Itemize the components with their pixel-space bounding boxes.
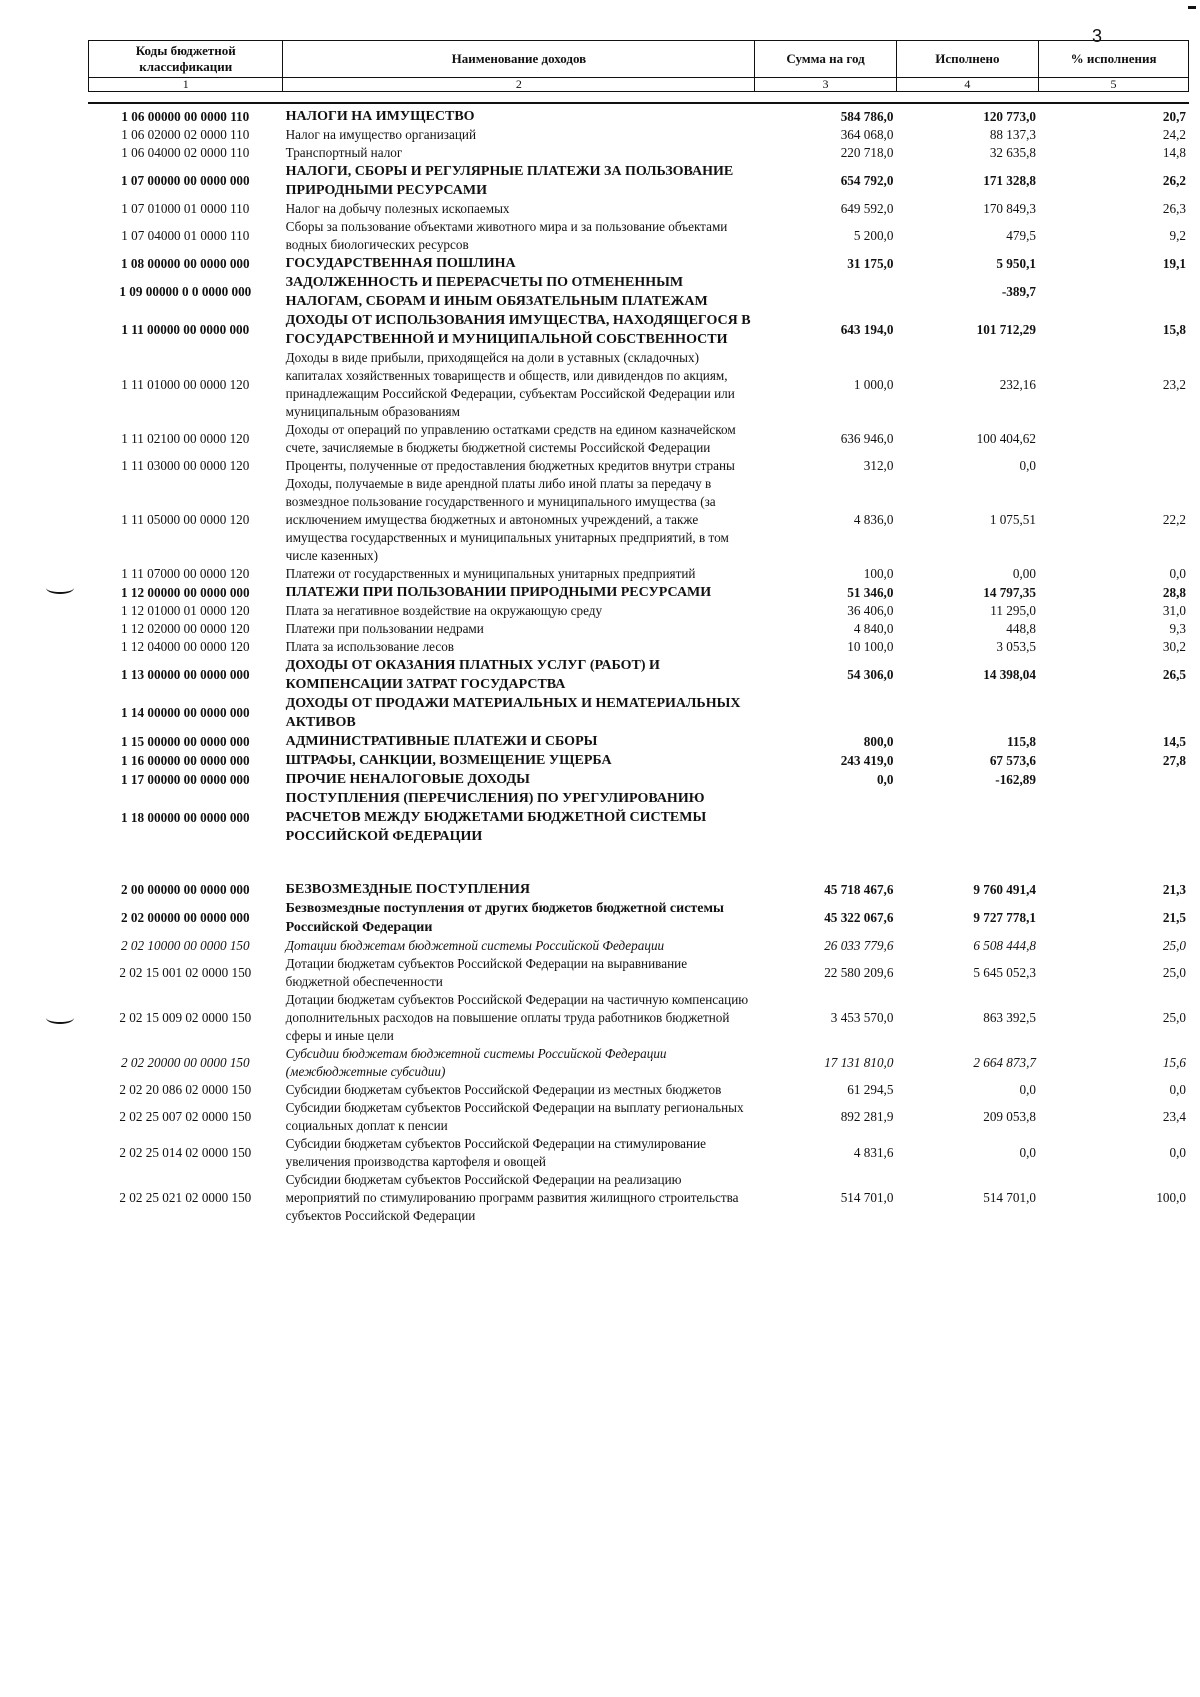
header-name: Наименование доходов	[283, 41, 755, 78]
col-number: 1	[89, 78, 283, 92]
pct-cell: 15,6	[1162, 1055, 1186, 1070]
sum-cell: 0,0	[876, 771, 894, 787]
code-cell: 1 11 05000 00 0000 120	[121, 512, 250, 527]
revenue-table	[88, 107, 1189, 1225]
table-row	[88, 565, 1189, 583]
pct-cell: 25,0	[1162, 1010, 1186, 1025]
sum-cell: 36 406,0	[847, 603, 894, 618]
done-cell: 14 797,35	[983, 584, 1036, 600]
name-cell: ДОХОДЫ ОТ ИСПОЛЬЗОВАНИЯ ИМУЩЕСТВА, НАХОДЯЩЕГОСЯ В ГОСУДАРСТВЕННОЙ И МУНИЦИПАЛЬНОЙ СОБСТВЕННОСТИ	[285, 313, 751, 347]
header-rule	[88, 102, 1189, 104]
code-cell: 1 07 00000 00 0000 000	[121, 173, 250, 188]
name-cell: Плата за негативное воздействие на окружающую среду	[285, 603, 603, 618]
code-cell: 1 18 00000 00 0000 000	[121, 809, 250, 825]
pct-cell: 26,2	[1162, 173, 1186, 188]
sum-cell: 61 294,5	[847, 1082, 894, 1097]
pct-cell	[1039, 457, 1189, 475]
header-codes: Коды бюджетной классификации	[89, 41, 283, 78]
done-cell: 0,0	[1019, 1145, 1036, 1160]
name-cell: ШТРАФЫ, САНКЦИИ, ВОЗМЕЩЕНИЕ УЩЕРБА	[285, 753, 612, 768]
sum-cell: 892 281,9	[840, 1109, 894, 1124]
table-header	[88, 40, 1189, 92]
sum-cell: 17 131 810,0	[824, 1055, 894, 1070]
table-row	[88, 1099, 1189, 1135]
name-cell: ДОХОДЫ ОТ ОКАЗАНИЯ ПЛАТНЫХ УСЛУГ (РАБОТ) И КОМПЕНСАЦИИ ЗАТРАТ ГОСУДАРСТВА	[285, 658, 660, 692]
name-cell: Сборы за пользование объектами животного мира и за пользование объектами водных биологических ресурсов	[285, 219, 728, 252]
pct-cell: 21,3	[1162, 881, 1186, 897]
name-cell: Плата за использование лесов	[285, 639, 455, 654]
done-cell: 5 645 052,3	[973, 965, 1036, 980]
sum-cell: 584 786,0	[840, 108, 894, 124]
table-row	[88, 421, 1189, 457]
table-row	[88, 583, 1189, 602]
pct-cell: 0,0	[1169, 1082, 1186, 1097]
sum-cell: 10 100,0	[847, 639, 894, 654]
name-cell: Проценты, полученные от предоставления бюджетных кредитов внутри страны	[285, 458, 735, 473]
pct-cell: 14,8	[1162, 145, 1186, 160]
name-cell: ЗАДОЛЖЕННОСТЬ И ПЕРЕРАСЧЕТЫ ПО ОТМЕНЕННЫМ НАЛОГАМ, СБОРАМ И ИНЫМ ОБЯЗАТЕЛЬНЫМ ПЛАТЕЖАМ	[285, 275, 708, 309]
sum-cell	[755, 273, 896, 311]
col-number: 5	[1039, 78, 1189, 92]
table-row	[88, 937, 1189, 955]
code-cell: 1 09 00000 0 0 0000 000	[119, 284, 252, 299]
pct-cell	[1039, 421, 1189, 457]
pct-cell: 23,4	[1162, 1109, 1186, 1124]
table-row	[88, 162, 1189, 200]
code-cell: 1 12 02000 00 0000 120	[121, 621, 250, 636]
code-cell: 1 11 02100 00 0000 120	[121, 431, 250, 446]
table-row	[88, 475, 1189, 565]
table-row	[88, 349, 1189, 421]
table-row	[88, 955, 1189, 991]
code-cell: 1 12 00000 00 0000 000	[121, 584, 250, 600]
name-cell: ГОСУДАРСТВЕННАЯ ПОШЛИНА	[285, 256, 516, 271]
name-cell: Платежи от государственных и муниципальных унитарных предприятий	[285, 566, 696, 581]
table-row	[88, 638, 1189, 656]
pct-cell	[1039, 770, 1189, 789]
code-cell: 2 02 25 007 02 0000 150	[119, 1109, 252, 1124]
sum-cell: 26 033 779,6	[824, 938, 894, 953]
done-cell: 3 053,5	[996, 639, 1036, 654]
done-cell: 11 295,0	[990, 603, 1036, 618]
pct-cell: 28,8	[1162, 584, 1186, 600]
code-cell: 2 02 25 014 02 0000 150	[119, 1145, 252, 1160]
sum-cell: 45 322 067,6	[824, 910, 894, 925]
done-cell: 479,5	[1006, 228, 1036, 243]
name-cell: Дотации бюджетам субъектов Российской Федерации на выравнивание бюджетной обеспеченности	[285, 956, 688, 989]
header-pct: % исполнения	[1039, 41, 1189, 78]
sum-cell: 31 175,0	[847, 255, 894, 271]
pct-cell: 0,0	[1169, 1145, 1186, 1160]
name-cell: Налог на имущество организаций	[285, 127, 477, 142]
code-cell: 1 11 01000 00 0000 120	[121, 377, 250, 392]
name-cell: Доходы от операций по управлению остатками средств на едином казначейском счете, зачисляемые в бюджеты бюджетной системы Российской Федерации	[285, 422, 736, 455]
done-cell: 209 053,8	[983, 1109, 1036, 1124]
table-row	[88, 311, 1189, 349]
name-cell: БЕЗВОЗМЕЗДНЫЕ ПОСТУПЛЕНИЯ	[285, 882, 531, 897]
sum-cell: 22 580 209,6	[824, 965, 894, 980]
col-number: 4	[896, 78, 1038, 92]
done-cell: 2 664 873,7	[973, 1055, 1036, 1070]
done-cell: 170 849,3	[983, 201, 1036, 216]
name-cell: Доходы, получаемые в виде арендной платы либо иной платы за передачу в возмездное пользование государственного и муниципального имущества (за исключением имущества бюджетных и автономных учреждений, а также имущества государственных и муниципальных унитарных предприятий, в том числе казенных)	[285, 476, 729, 563]
done-cell: 863 392,5	[983, 1010, 1036, 1025]
code-cell: 2 00 00000 00 0000 000	[121, 881, 250, 897]
table-row	[88, 107, 1189, 126]
done-cell: 448,8	[1006, 621, 1036, 636]
table-row	[88, 656, 1189, 694]
sum-cell: 220 718,0	[840, 145, 894, 160]
sum-cell: 4 840,0	[853, 621, 894, 636]
col-number: 3	[755, 78, 896, 92]
pct-cell: 100,0	[1156, 1190, 1186, 1205]
table-row	[88, 1135, 1189, 1171]
pct-cell: 23,2	[1162, 377, 1186, 392]
pct-cell: 26,3	[1162, 201, 1186, 216]
table-row	[88, 770, 1189, 789]
pct-cell: 0,0	[1169, 566, 1186, 581]
table-row	[88, 218, 1189, 254]
sum-cell: 243 419,0	[840, 752, 894, 768]
table-row	[88, 602, 1189, 620]
code-cell: 1 07 01000 01 0000 110	[121, 201, 250, 216]
name-cell: НАЛОГИ НА ИМУЩЕСТВО	[285, 109, 475, 124]
name-cell: Транспортный налог	[285, 145, 403, 160]
sum-cell: 51 346,0	[847, 584, 894, 600]
table-row	[88, 991, 1189, 1045]
sum-cell: 312,0	[863, 458, 894, 473]
table-row	[88, 254, 1189, 273]
code-cell: 1 14 00000 00 0000 000	[121, 705, 250, 720]
pct-cell: 14,5	[1162, 733, 1186, 749]
pct-cell: 9,3	[1169, 621, 1186, 636]
sum-cell: 54 306,0	[847, 667, 894, 682]
code-cell: 1 12 01000 01 0000 120	[121, 603, 250, 618]
table-row	[88, 751, 1189, 770]
scan-mark	[1188, 6, 1196, 9]
header-sum: Сумма на год	[755, 41, 896, 78]
sum-cell: 636 946,0	[840, 431, 894, 446]
pct-cell: 26,5	[1162, 667, 1186, 682]
code-cell: 1 06 02000 02 0000 110	[121, 127, 250, 142]
pct-cell: 15,8	[1162, 322, 1186, 337]
done-cell	[896, 694, 1039, 732]
sum-cell: 649 592,0	[840, 201, 894, 216]
done-cell: 14 398,04	[983, 667, 1036, 682]
sum-cell: 4 831,6	[853, 1145, 894, 1160]
pct-cell: 22,2	[1162, 512, 1186, 527]
done-cell: 0,0	[1019, 458, 1036, 473]
done-cell: 171 328,8	[983, 173, 1036, 188]
sum-cell: 1 000,0	[853, 377, 894, 392]
scan-mark	[46, 1012, 74, 1024]
sum-cell: 4 836,0	[853, 512, 894, 527]
pct-cell: 20,7	[1162, 108, 1186, 124]
name-cell: ПЛАТЕЖИ ПРИ ПОЛЬЗОВАНИИ ПРИРОДНЫМИ РЕСУРСАМИ	[285, 585, 712, 600]
name-cell: Субсидии бюджетам субъектов Российской Федерации на стимулирование увеличения производства картофеля и овощей	[285, 1136, 706, 1169]
done-cell: 9 760 491,4	[973, 881, 1036, 897]
table-row	[88, 144, 1189, 162]
sum-cell: 364 068,0	[840, 127, 894, 142]
sum-cell: 100,0	[863, 566, 894, 581]
pct-cell: 25,0	[1162, 938, 1186, 953]
name-cell: Дотации бюджетам субъектов Российской Федерации на частичную компенсацию дополнительных расходов на повышение оплаты труда работников бюджетной сферы и иные цели	[285, 992, 749, 1043]
done-cell: 5 950,1	[996, 255, 1036, 271]
done-cell: 0,0	[1019, 1082, 1036, 1097]
col-number: 2	[283, 78, 755, 92]
code-cell: 2 02 10000 00 0000 150	[121, 938, 250, 953]
pct-cell: 25,0	[1162, 965, 1186, 980]
sum-cell: 45 718 467,6	[824, 881, 894, 897]
done-cell: 100 404,62	[976, 431, 1036, 446]
table-row	[88, 200, 1189, 218]
code-cell: 2 02 15 009 02 0000 150	[119, 1010, 252, 1025]
pct-cell: 21,5	[1162, 910, 1186, 925]
done-cell: 120 773,0	[983, 108, 1036, 124]
done-cell	[896, 789, 1039, 846]
pct-cell	[1039, 273, 1189, 311]
page-number: 3	[1092, 26, 1103, 46]
code-cell: 1 17 00000 00 0000 000	[121, 771, 250, 787]
code-cell: 1 16 00000 00 0000 000	[121, 752, 250, 768]
code-cell: 1 11 00000 00 0000 000	[121, 322, 250, 337]
table-row	[88, 732, 1189, 751]
header-done: Исполнено	[896, 41, 1038, 78]
name-cell: Дотации бюджетам бюджетной системы Российской Федерации	[285, 938, 665, 953]
table-row	[88, 1045, 1189, 1081]
code-cell: 2 02 25 021 02 0000 150	[119, 1190, 252, 1205]
table-row	[88, 694, 1189, 732]
code-cell: 1 08 00000 00 0000 000	[121, 255, 250, 271]
pct-cell: 30,2	[1162, 639, 1186, 654]
done-cell: 514 701,0	[983, 1190, 1036, 1205]
table-row	[88, 789, 1189, 846]
code-cell: 2 02 20000 00 0000 150	[121, 1055, 250, 1070]
pct-cell: 27,8	[1162, 752, 1186, 768]
sum-cell: 3 453 570,0	[830, 1010, 894, 1025]
name-cell: ПРОЧИЕ НЕНАЛОГОВЫЕ ДОХОДЫ	[285, 772, 530, 787]
code-cell: 1 07 04000 01 0000 110	[121, 228, 250, 243]
name-cell: Платежи при пользовании недрами	[285, 621, 484, 636]
sum-cell: 654 792,0	[840, 173, 894, 188]
name-cell: Субсидии бюджетам субъектов Российской Федерации из местных бюджетов	[285, 1082, 722, 1097]
code-cell: 2 02 15 001 02 0000 150	[119, 965, 252, 980]
sum-cell	[755, 789, 896, 846]
name-cell: Субсидии бюджетам субъектов Российской Федерации на выплату региональных социальных доплат к пенсии	[285, 1100, 744, 1133]
sum-cell: 800,0	[863, 733, 894, 749]
sum-cell: 514 701,0	[840, 1190, 894, 1205]
code-cell: 1 12 04000 00 0000 120	[121, 639, 250, 654]
code-cell: 1 06 04000 02 0000 110	[121, 145, 250, 160]
pct-cell: 31,0	[1162, 603, 1186, 618]
table-row	[88, 457, 1189, 475]
name-cell: Субсидии бюджетам бюджетной системы Российской Федерации (межбюджетные субсидии)	[285, 1046, 667, 1079]
done-cell: 115,8	[1007, 733, 1036, 749]
table-row	[88, 620, 1189, 638]
pct-cell: 9,2	[1169, 228, 1186, 243]
pct-cell: 24,2	[1162, 127, 1186, 142]
done-cell: 6 508 444,8	[973, 938, 1036, 953]
code-cell: 2 02 00000 00 0000 000	[121, 910, 250, 925]
table-row	[88, 126, 1189, 144]
name-cell: ПОСТУПЛЕНИЯ (ПЕРЕЧИСЛЕНИЯ) ПО УРЕГУЛИРОВАНИЮ РАСЧЕТОВ МЕЖДУ БЮДЖЕТАМИ БЮДЖЕТНОЙ СИСТЕМЫ РОССИЙСКОЙ ФЕДЕРАЦИИ	[285, 791, 707, 844]
sum-cell	[755, 694, 896, 732]
sum-cell: 643 194,0	[840, 322, 894, 337]
name-cell: Субсидии бюджетам субъектов Российской Федерации на реализацию мероприятий по стимулированию программ развития жилищного строительства субъектов Российской Федерации	[285, 1172, 739, 1223]
done-cell: 1 075,51	[989, 512, 1036, 527]
done-cell: 232,16	[999, 377, 1036, 392]
code-cell: 1 15 00000 00 0000 000	[121, 733, 250, 749]
scan-mark	[46, 582, 74, 594]
table-row	[88, 273, 1189, 311]
code-cell: 1 06 00000 00 0000 110	[121, 108, 250, 124]
done-cell: 88 137,3	[989, 127, 1036, 142]
sum-cell: 5 200,0	[853, 228, 894, 243]
code-cell: 1 11 03000 00 0000 120	[121, 458, 250, 473]
table-row	[88, 1081, 1189, 1099]
done-cell: 32 635,8	[989, 145, 1036, 160]
name-cell: Безвозмездные поступления от других бюджетов бюджетной системы Российской Федерации	[285, 901, 724, 935]
name-cell: АДМИНИСТРАТИВНЫЕ ПЛАТЕЖИ И СБОРЫ	[285, 734, 598, 749]
code-cell: 1 13 00000 00 0000 000	[121, 667, 250, 682]
table-row	[88, 1171, 1189, 1225]
code-cell: 1 11 07000 00 0000 120	[121, 566, 250, 581]
done-cell: 9 727 778,1	[973, 910, 1036, 925]
pct-cell	[1039, 789, 1189, 846]
table-row	[88, 899, 1189, 937]
name-cell: Налог на добычу полезных ископаемых	[285, 201, 510, 216]
done-cell: 67 573,6	[989, 752, 1036, 768]
pct-cell: 19,1	[1162, 255, 1186, 271]
code-cell: 2 02 20 086 02 0000 150	[119, 1082, 252, 1097]
done-cell: 101 712,29	[976, 322, 1036, 337]
pct-cell	[1039, 694, 1189, 732]
name-cell: Доходы в виде прибыли, приходящейся на доли в уставных (складочных) капиталах хозяйственных товариществ и обществ, или дивидендов по акциям, принадлежащим Российской Федерации, субъектам Российской Федерации или муниципальным образованиям	[285, 350, 735, 419]
done-cell: -389,7	[1001, 284, 1036, 299]
table-row	[88, 880, 1189, 899]
name-cell: ДОХОДЫ ОТ ПРОДАЖИ МАТЕРИАЛЬНЫХ И НЕМАТЕРИАЛЬНЫХ АКТИВОВ	[285, 696, 741, 730]
done-cell: -162,89	[995, 771, 1036, 787]
done-cell: 0,00	[1012, 566, 1036, 581]
name-cell: НАЛОГИ, СБОРЫ И РЕГУЛЯРНЫЕ ПЛАТЕЖИ ЗА ПОЛЬЗОВАНИЕ ПРИРОДНЫМИ РЕСУРСАМИ	[285, 164, 734, 198]
